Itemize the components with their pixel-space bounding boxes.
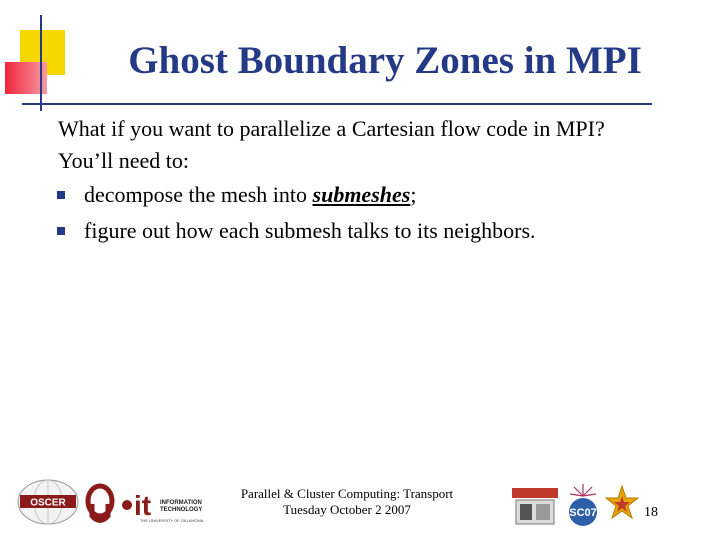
it-logo-line2: TECHNOLOGY — [160, 507, 203, 513]
supercomputing-logo — [510, 486, 560, 528]
footer-line-1: Parallel & Cluster Computing: Transport — [240, 486, 454, 501]
bullet-item-1 — [84, 182, 416, 208]
title-underline — [22, 103, 652, 105]
star-logo — [604, 484, 640, 524]
bullet-1-text: decompose the mesh into — [84, 182, 313, 207]
body-line-1: What if you want to parallelize a Cartesian flow code in MPI? — [58, 116, 605, 141]
oscer-logo — [16, 477, 80, 527]
footer-line-2: Tuesday October 2 2007 — [283, 502, 411, 517]
page-number: 18 — [644, 505, 658, 520]
sc07-logo-text: SC07 — [569, 507, 597, 519]
square-bullet-icon — [57, 227, 65, 235]
svg-text:it: it — [134, 490, 152, 521]
it-logo-subtitle: THE UNIVERSITY OF OKLAHOMA — [140, 518, 204, 523]
bullet-1-suffix: ; — [410, 182, 417, 207]
ou-logo — [82, 482, 118, 526]
footer — [222, 486, 472, 518]
bullet-item-2: figure out how each submesh talks to its neighbors. — [84, 218, 536, 243]
it-logo-line1: INFORMATION — [160, 500, 202, 506]
sc07-logo — [560, 482, 606, 528]
oscer-logo-text: OSCER — [30, 497, 66, 509]
square-bullet-icon — [57, 191, 65, 199]
body-line-2: You’ll need to: — [58, 148, 189, 173]
information-technology-logo — [120, 484, 204, 524]
slide-title: Ghost Boundary Zones in MPI — [128, 39, 642, 82]
bullet-1-emphasis: submeshes — [312, 182, 411, 207]
